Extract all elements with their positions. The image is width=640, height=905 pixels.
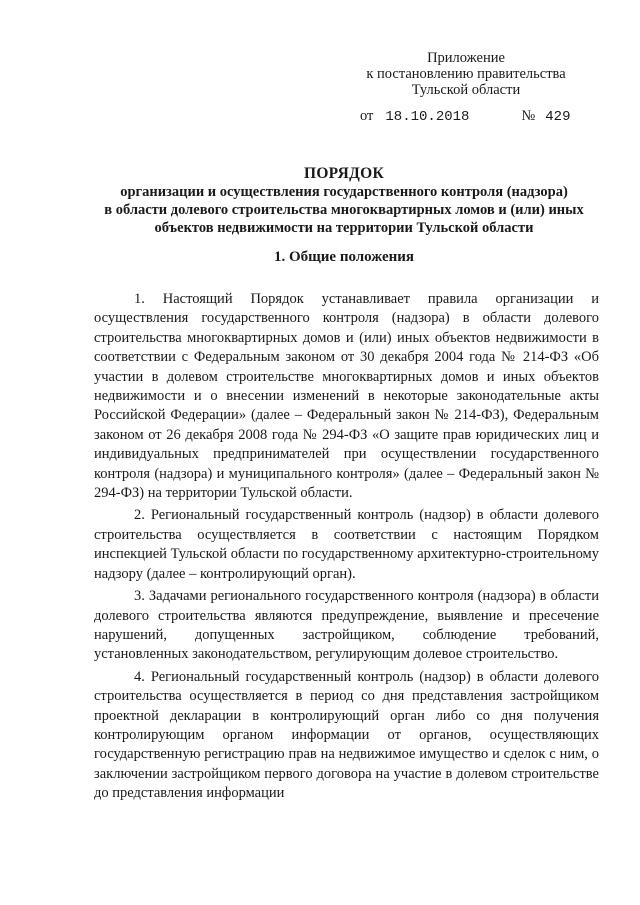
paragraph-2: 2. Региональный государственный контроль (надзор) в области долевого строительства осуществляется в соответствии с настоящим Порядком инспекцией Тульской области по государственному архитектурно-строительному надзору (далее – контролирующий орган).: [94, 507, 599, 582]
resolution-date-number: [360, 108, 570, 125]
title-line-1: организации и осуществления государственного контроля (надзора): [120, 184, 568, 200]
paragraph-4: 4. Региональный государственный контроль (надзор) в области долевого строительства осуществляется в период со дня представления застройщиком проектной декларации в контролирующий орган либо со дня получения контролирующим органом информации от органов, осуществляющих государственную регистрацию прав на недвижимое имущество и сделок с ним, о заключении застройщиком первого договора на участие в долевом строительстве до представления информации: [94, 668, 599, 802]
appendix-line-3: Тульской области: [411, 82, 521, 98]
appendix-block: [356, 50, 576, 98]
paragraph-3: 3. Задачами регионального государственного контроля (надзора) в области долевого строительства являются предупреждение, выявление и пресечение нарушений, допущенных застройщиком, соблюдение требований, установленных законодательством, регулирующим долевое строительство.: [94, 588, 599, 663]
appendix-line-1: Приложение: [427, 50, 505, 66]
title-line-2: в области долевого строительства многоквартирных ломов и (или) иных: [104, 202, 584, 218]
title-heading: ПОРЯДОК: [303, 165, 385, 182]
resolution-number: 429: [545, 109, 571, 125]
resolution-date: 18.10.2018: [385, 109, 470, 125]
document-body: [94, 290, 599, 807]
section-heading: 1. Общие положения: [273, 249, 415, 265]
date-from-label: от: [360, 108, 374, 124]
title-line-3: объектов недвижимости на территории Тульской области: [154, 220, 534, 236]
document-title: [60, 165, 628, 237]
appendix-line-2: к постановлению правительства: [366, 66, 566, 82]
number-label: №: [521, 108, 536, 124]
paragraph-1: 1. Настоящий Порядок устанавливает правила организации и осуществления государственного контроля (надзора) в области долевого строительства многоквартирных домов и (или) иных объектов недвижимости в соответствии с Федеральным законом от 30 декабря 2004 года № 214-ФЗ «Об участии в долевом строительстве многоквартирных домов и иных объектов недвижимости и о внесении изменений в некоторые законодательные акты Российской Федерации» (далее – Федеральный закон № 214-ФЗ), Федеральным законом от 26 декабря 2008 года № 294-ФЗ «О защите прав юридических лиц и индивидуальных предпринимателей при осуществлении государственного контроля (надзора) и муниципального контроля» (далее – Федеральный закон № 294-ФЗ) на территории Тульской области.: [94, 291, 599, 502]
